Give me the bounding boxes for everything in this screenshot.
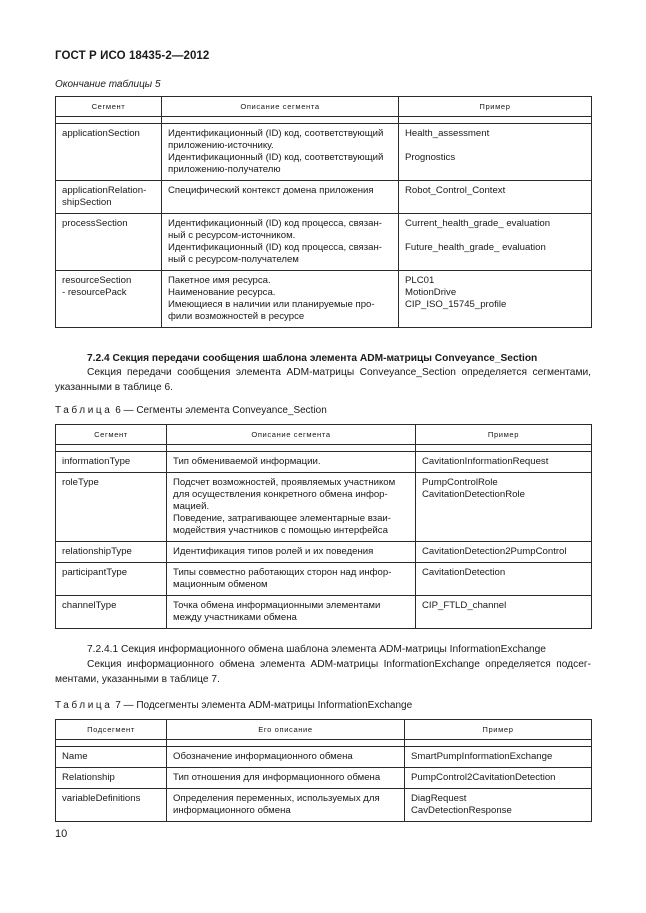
column-header-example: Пример	[416, 425, 592, 445]
description-line: между участниками обмена	[173, 612, 297, 623]
table-row	[56, 747, 592, 768]
example-value: PLC01	[405, 275, 435, 286]
example-value: CavDetectionResponse	[411, 805, 512, 816]
description-line: фили возможностей в ресурсе	[168, 311, 305, 322]
description-line: модействия участников с помощью интерфейса	[173, 525, 388, 536]
example-value: Current_health_grade_ evaluation	[405, 218, 551, 229]
column-header-segment: Сегмент	[56, 425, 167, 445]
segment-name: resourceSection	[62, 275, 132, 286]
example-value: Prognostics	[405, 152, 456, 163]
segment-name: informationType	[62, 456, 131, 467]
example-value: PumpControlRole	[422, 477, 498, 488]
column-header-example: Пример	[405, 720, 592, 740]
segment-name: channelType	[62, 600, 117, 611]
description-line: Наименование ресурса.	[168, 287, 276, 298]
description-line: Подсчет возможностей, проявляемых участником	[173, 477, 396, 488]
table-5	[55, 96, 592, 328]
table-6	[55, 424, 592, 629]
section-paragraph-7-2-4: Секция передачи сообщения элемента ADM-матрицы Conveyance_Section определяется сегментами, указанными в таблице 6.	[55, 367, 591, 393]
description-line: Пакетное имя ресурса.	[168, 275, 271, 286]
description-line: Идентификация типов ролей и их поведения	[173, 546, 374, 557]
table-row	[56, 542, 592, 563]
table-row	[56, 473, 592, 542]
example-value: SmartPumpInformationExchange	[411, 751, 553, 762]
example-value: CIP_FTLD_channel	[422, 600, 507, 611]
description-line: Поведение, затрагивающее элементарные взаи-	[173, 513, 391, 524]
section-heading-7-2-4-1: 7.2.4.1 Секция информационного обмена шаблона элемента ADM-матрицы InformationExchange	[87, 644, 546, 655]
description-line: Имеющиеся в наличии или планируемые про-	[168, 299, 375, 310]
section-paragraph-7-2-4-1: Секция информационного обмена элемента ADM-матрицы InformationExchange определяется подсег-ментами, указанными в таблице 7.	[55, 659, 591, 685]
table7-caption	[55, 700, 412, 711]
caption-text: 7 — Подсегменты элемента ADM-матрицы InformationExchange	[115, 700, 413, 711]
description-line: Типы совместно работающих сторон над инфор-	[173, 567, 392, 578]
table-row	[56, 563, 592, 596]
description-line: мацией.	[173, 501, 210, 512]
table-row	[56, 271, 592, 328]
section-heading-7-2-4	[55, 352, 591, 366]
table6-caption	[55, 405, 327, 416]
description-line: Определения переменных, используемых для	[173, 793, 380, 804]
description-line: Тип отношения для информационного обмена	[173, 772, 381, 783]
description-line: Идентификационный (ID) код, соответствующий	[168, 128, 384, 139]
example-value: CavitationDetection2PumpControl	[422, 546, 567, 557]
column-header-description: Описание сегмента	[162, 97, 399, 117]
column-header-segment: Сегмент	[56, 97, 162, 117]
example-value: Future_health_grade_ evaluation	[405, 242, 546, 253]
column-header-subsegment: Подсегмент	[56, 720, 167, 740]
description-line: для осуществления конкретного обмена инфор-	[173, 489, 388, 500]
example-value: CIP_ISO_15745_profile	[405, 299, 507, 310]
page-number: 10	[55, 828, 68, 840]
description-line: ный с ресурсом-получателем	[168, 254, 299, 265]
column-header-description: Его описание	[167, 720, 405, 740]
table-row	[56, 596, 592, 629]
description-line: мационным обменом	[173, 579, 268, 590]
example-value: Health_assessment	[405, 128, 490, 139]
segment-name: - resourcePack	[62, 287, 127, 298]
table-row	[56, 452, 592, 473]
description-line: Идентификационный (ID) код, соответствующий	[168, 152, 384, 163]
column-header-description: Описание сегмента	[167, 425, 416, 445]
example-value: MotionDrive	[405, 287, 457, 298]
table5-caption: Окончание таблицы 5	[55, 79, 161, 90]
caption-text: 6 — Сегменты элемента Conveyance_Section	[115, 405, 327, 416]
caption-word: Таблица	[55, 700, 113, 711]
segment-name: processSection	[62, 218, 128, 229]
segment-name: roleType	[62, 477, 99, 488]
example-value: CavitationDetection	[422, 567, 506, 578]
description-line: приложению-источнику.	[168, 140, 274, 151]
example-value: PumpControl2CavitationDetection	[411, 772, 556, 783]
segment-name: relationshipType	[62, 546, 132, 557]
table-7	[55, 719, 592, 822]
segment-name: Relationship	[62, 772, 115, 783]
table-row	[56, 768, 592, 789]
example-value: CavitationInformationRequest	[422, 456, 549, 467]
description-line: Точка обмена информационными элементами	[173, 600, 381, 611]
description-line: Идентификационный (ID) код процесса, связан-	[168, 242, 382, 253]
segment-name: participantType	[62, 567, 128, 578]
example-value: DiagRequest	[411, 793, 467, 804]
description-line: информационного обмена	[173, 805, 291, 816]
document-header: ГОСТ Р ИСО 18435-2—2012	[55, 50, 210, 62]
table-row	[56, 124, 592, 181]
description-line: приложению-получателю	[168, 164, 281, 175]
segment-name: variableDefinitions	[62, 793, 141, 804]
table-row	[56, 789, 592, 822]
description-line: Обозначение информационного обмена	[173, 751, 353, 762]
caption-word: Таблица	[55, 405, 113, 416]
heading-number: 7.2.4	[87, 353, 110, 364]
segment-name: applicationSection	[62, 128, 140, 139]
table-row	[56, 214, 592, 271]
heading-text: Секция передачи сообщения шаблона элемента ADM-матрицы Conveyance_Section	[112, 353, 538, 364]
description-line: ный с ресурсом-источником.	[168, 230, 296, 241]
segment-name: shipSection	[62, 197, 112, 208]
column-header-example: Пример	[399, 97, 592, 117]
example-value: Robot_Control_Context	[405, 185, 506, 196]
table-row	[56, 181, 592, 214]
example-value: CavitationDetectionRole	[422, 489, 525, 500]
description-line: Идентификационный (ID) код процесса, связан-	[168, 218, 382, 229]
segment-name: Name	[62, 751, 88, 762]
description-line: Специфический контекст домена приложения	[168, 185, 374, 196]
description-line: Тип обмениваемой информации.	[173, 456, 321, 467]
segment-name: applicationRelation-	[62, 185, 147, 196]
